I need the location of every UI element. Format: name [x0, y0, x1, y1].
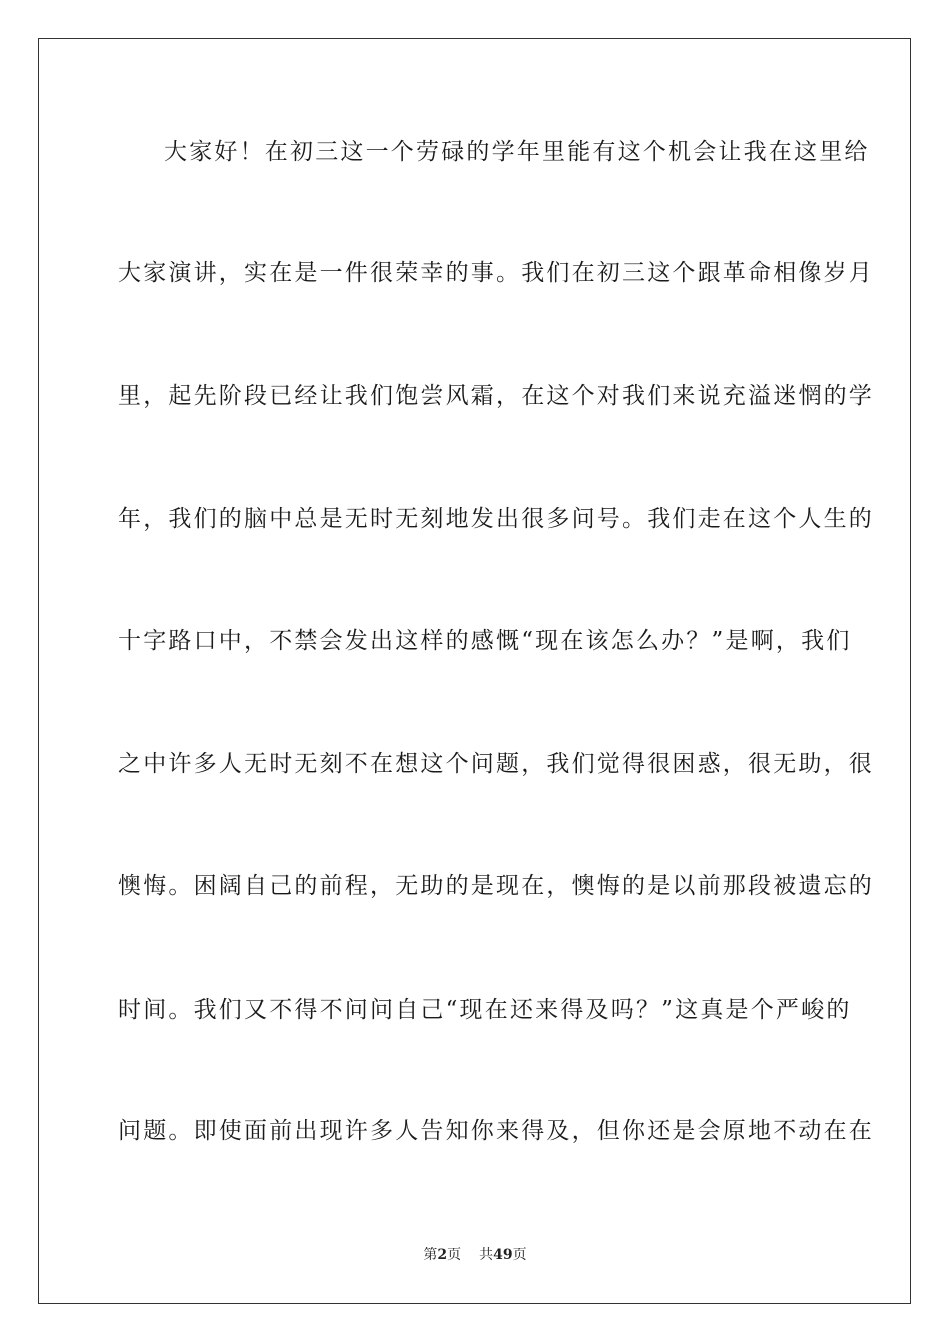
- page-border: [38, 38, 911, 1304]
- text-line-5: 十字路口中，不禁会发出这样的感慨“现在该怎么办？”是啊，我们: [118, 628, 852, 654]
- page-footer: [0, 1245, 950, 1265]
- text-line-1: 大家好！在初三这一个劳碌的学年里能有这个机会让我在这里给: [164, 139, 870, 165]
- text-line-3: 里，起先阶段已经让我们饱尝风霜，在这个对我们来说充溢迷惘的学: [118, 383, 874, 409]
- text-line-4: 年，我们的脑中总是无时无刻地发出很多问号。我们走在这个人生的: [118, 506, 874, 532]
- total-pages: 49: [493, 1247, 513, 1263]
- total-suffix: 页: [512, 1247, 527, 1263]
- page-suffix: 页: [447, 1247, 462, 1263]
- page-number: 2: [437, 1247, 448, 1263]
- text-line-9: 问题。即使面前出现许多人告知你来得及，但你还是会原地不动在在: [118, 1118, 874, 1144]
- text-line-6: 之中许多人无时无刻不在想这个问题，我们觉得很困惑，很无助，很: [118, 751, 874, 777]
- text-line-8: 时间。我们又不得不问问自己“现在还来得及吗？”这真是个严峻的: [118, 997, 852, 1023]
- text-line-2: 大家演讲，实在是一件很荣幸的事。我们在初三这个跟革命相像岁月: [118, 260, 874, 286]
- total-prefix: 共: [479, 1247, 494, 1263]
- page-prefix: 第: [423, 1247, 438, 1263]
- text-line-7: 懊悔。困阔自己的前程，无助的是现在，懊悔的是以前那段被遗忘的: [118, 873, 874, 899]
